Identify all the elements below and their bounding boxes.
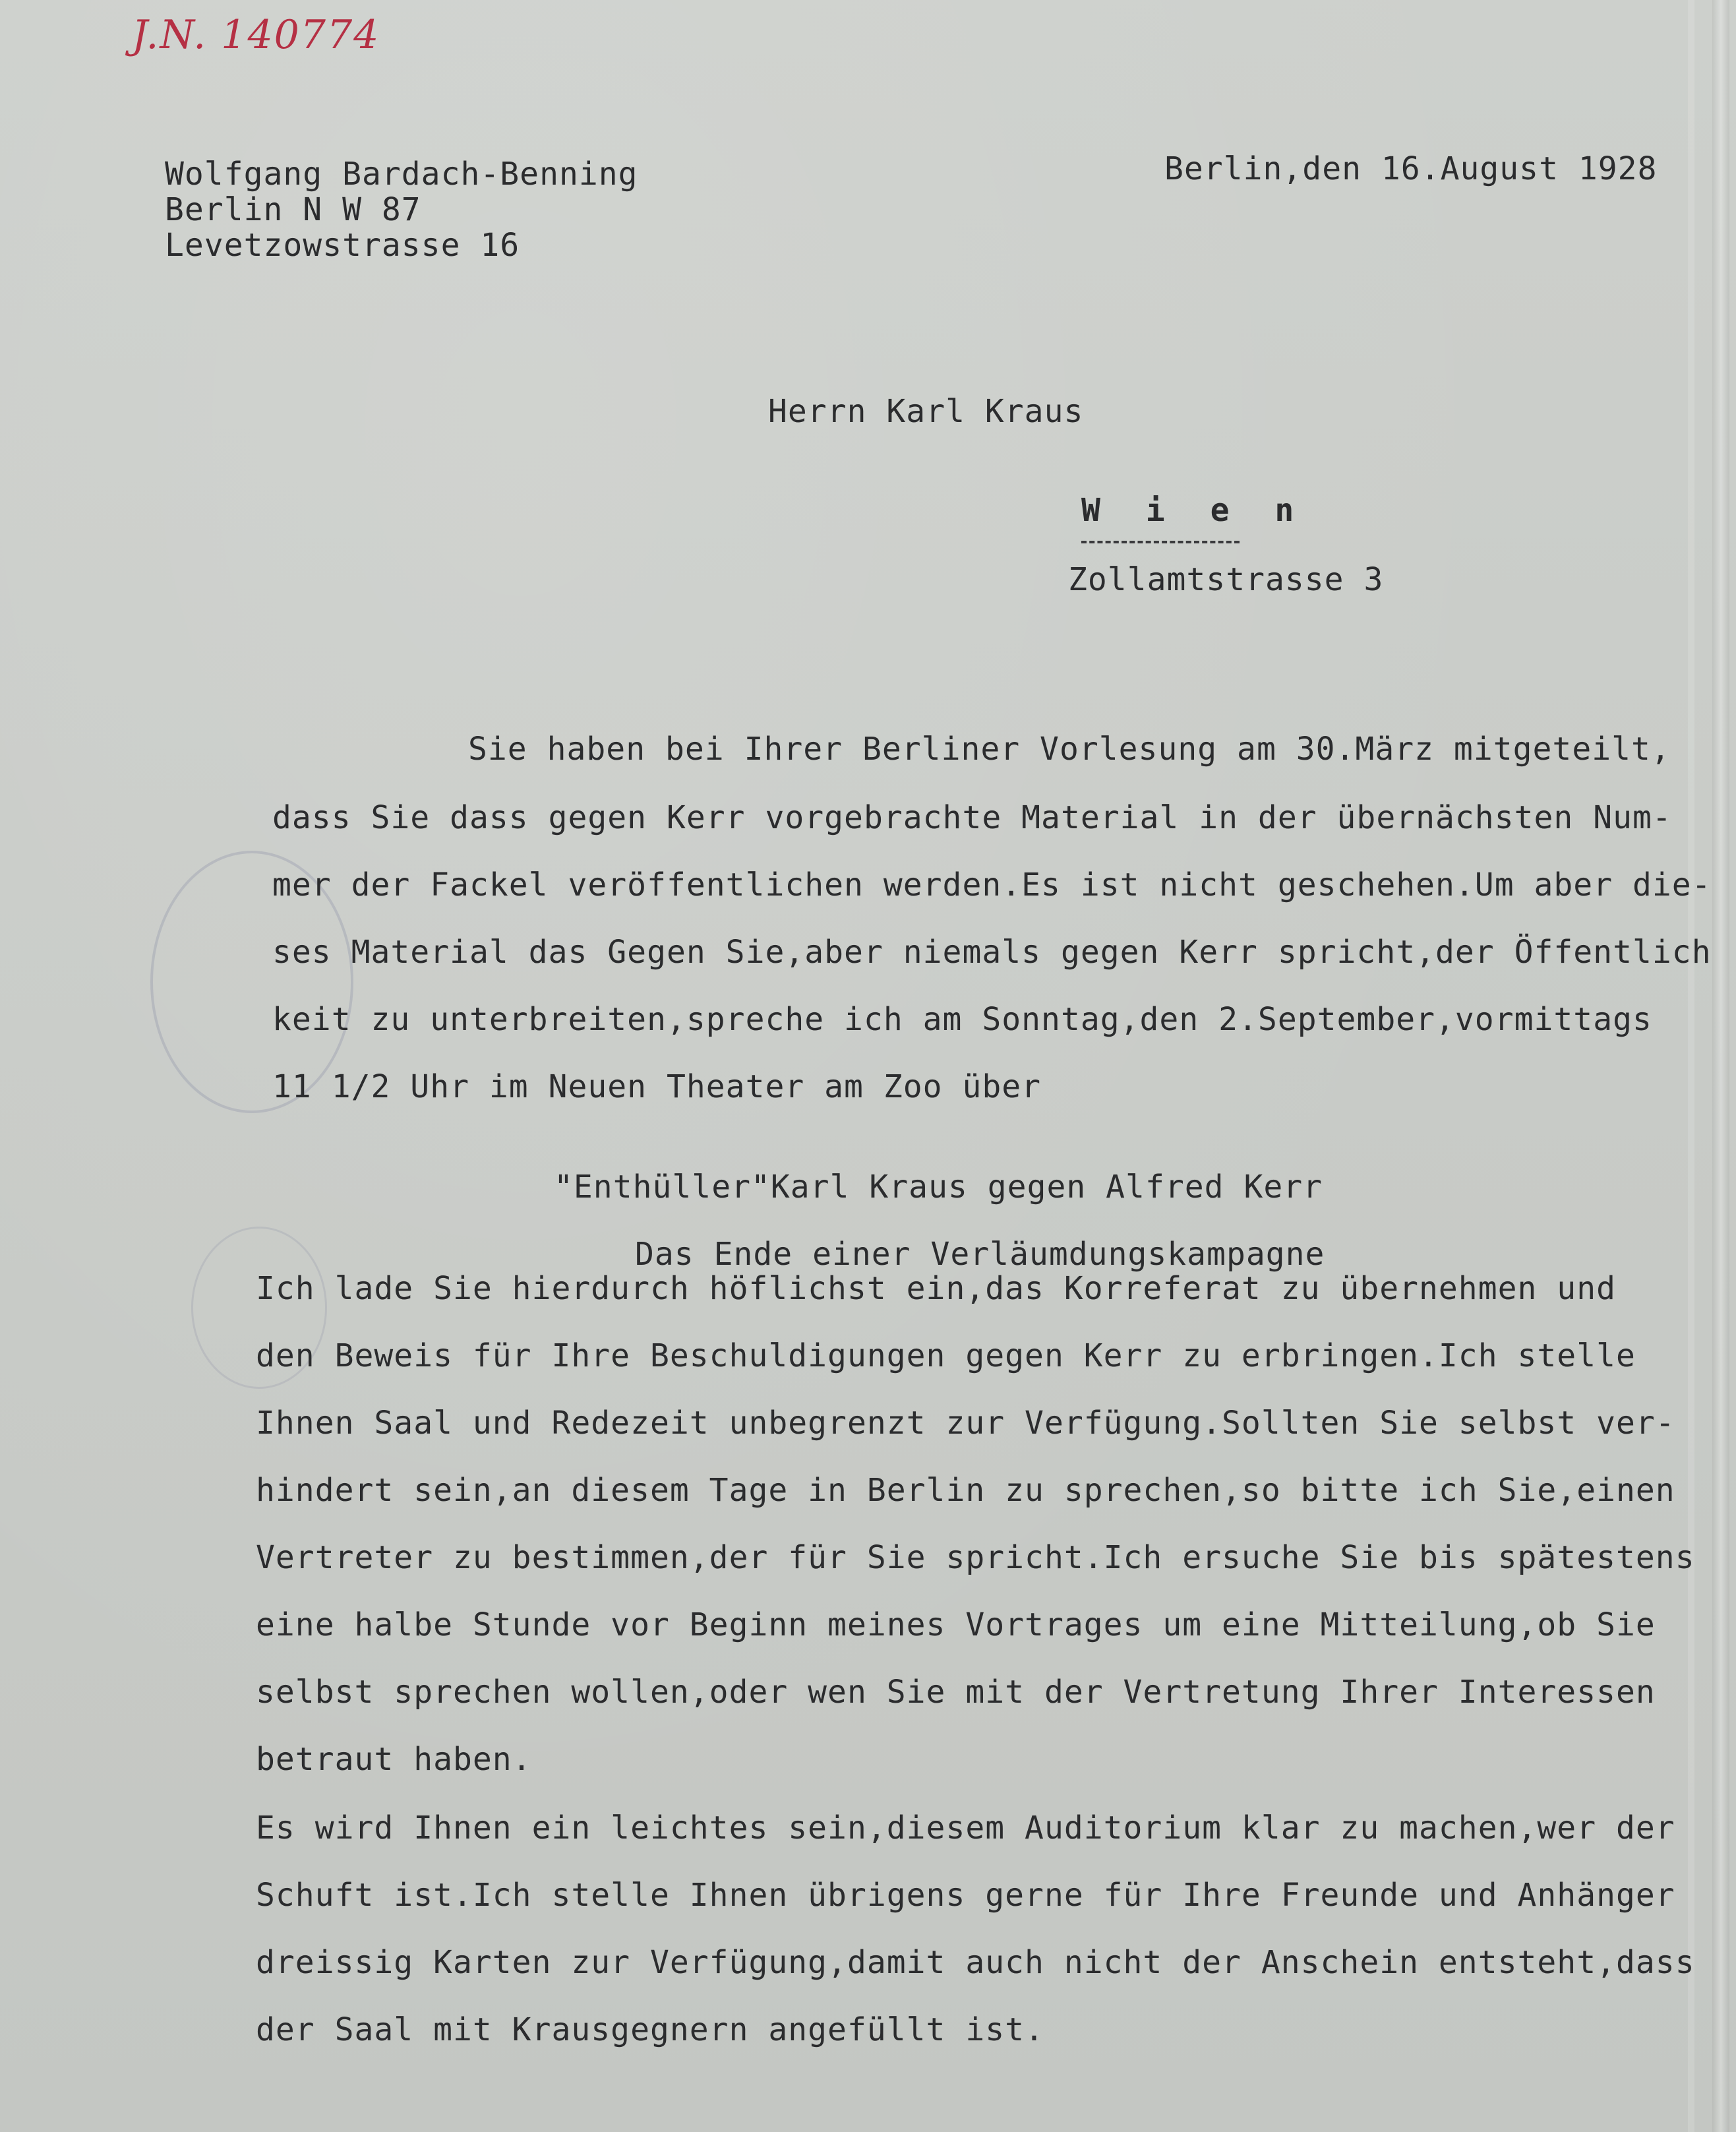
paper-fold-line [1688, 0, 1694, 2132]
text-line: eine halbe Stunde vor Beginn meines Vortrages um eine Mitteilung,ob Sie [256, 1606, 1656, 1643]
text-line: selbst sprechen wollen,oder wen Sie mit der Vertretung Ihrer Interessen [256, 1674, 1656, 1711]
text-line: Sie haben bei Ihrer Berliner Vorlesung am 30.März mitgeteilt, [468, 731, 1671, 768]
recipient-city-underline [1081, 541, 1240, 543]
text-line: keit zu unterbreiten,spreche ich am Sonntag,den 2.September,vormittags [272, 1001, 1652, 1038]
text-line: 11 1/2 Uhr im Neuen Theater am Zoo über [272, 1068, 1042, 1105]
text-line: Schuft ist.Ich stelle Ihnen übrigens gerne für Ihre Freunde und Anhänger [256, 1877, 1675, 1914]
recipient-name: Herrn Karl Kraus [768, 393, 1084, 430]
recipient-city: W i e n [1081, 492, 1307, 529]
sender-city: Berlin N W 87 [165, 191, 421, 228]
paper-fold [1712, 0, 1729, 2132]
archive-mark: J.N. 140774 [132, 12, 380, 58]
text-line: dass Sie dass gegen Kerr vorgebrachte Material in der übernächsten Num- [272, 799, 1672, 836]
text-line: den Beweis für Ihre Beschuldigungen gegen Kerr zu erbringen.Ich stelle [256, 1337, 1636, 1374]
text-line: Es wird Ihnen ein leichtes sein,diesem Auditorium klar zu machen,wer der [256, 1810, 1675, 1846]
text-line: dreissig Karten zur Verfügung,damit auch nicht der Anschein entsteht,dass [256, 1944, 1695, 1981]
lecture-subtitle: Das Ende einer Verläumdungskampagne [635, 1236, 1325, 1273]
sender-name: Wolfgang Bardach-Benning [165, 156, 638, 193]
text-line: Vertreter zu bestimmen,der für Sie spricht.Ich ersuche Sie bis spätestens [256, 1539, 1695, 1576]
date-line: Berlin,den 16.August 1928 [1164, 150, 1658, 187]
text-line: betraut haben. [256, 1741, 532, 1778]
text-line: Ich lade Sie hierdurch höflichst ein,das Korreferat zu übernehmen und [256, 1270, 1616, 1307]
text-line: mer der Fackel veröffentlichen werden.Es ist nicht geschehen.Um aber die- [272, 867, 1712, 903]
recipient-street: Zollamtstrasse 3 [1068, 561, 1384, 598]
text-line: Ihnen Saal und Redezeit unbegrenzt zur Verfügung.Sollten Sie selbst ver- [256, 1405, 1675, 1442]
sender-street: Levetzowstrasse 16 [165, 227, 520, 264]
lecture-title: "Enthüller"Karl Kraus gegen Alfred Kerr [554, 1169, 1323, 1205]
text-line: ses Material das Gegen Sie,aber niemals gegen Kerr spricht,der Öffentlich [272, 934, 1712, 971]
text-line: der Saal mit Krausgegnern angefüllt ist. [256, 2011, 1044, 2048]
text-line: hindert sein,an diesem Tage in Berlin zu sprechen,so bitte ich Sie,einen [256, 1472, 1675, 1509]
